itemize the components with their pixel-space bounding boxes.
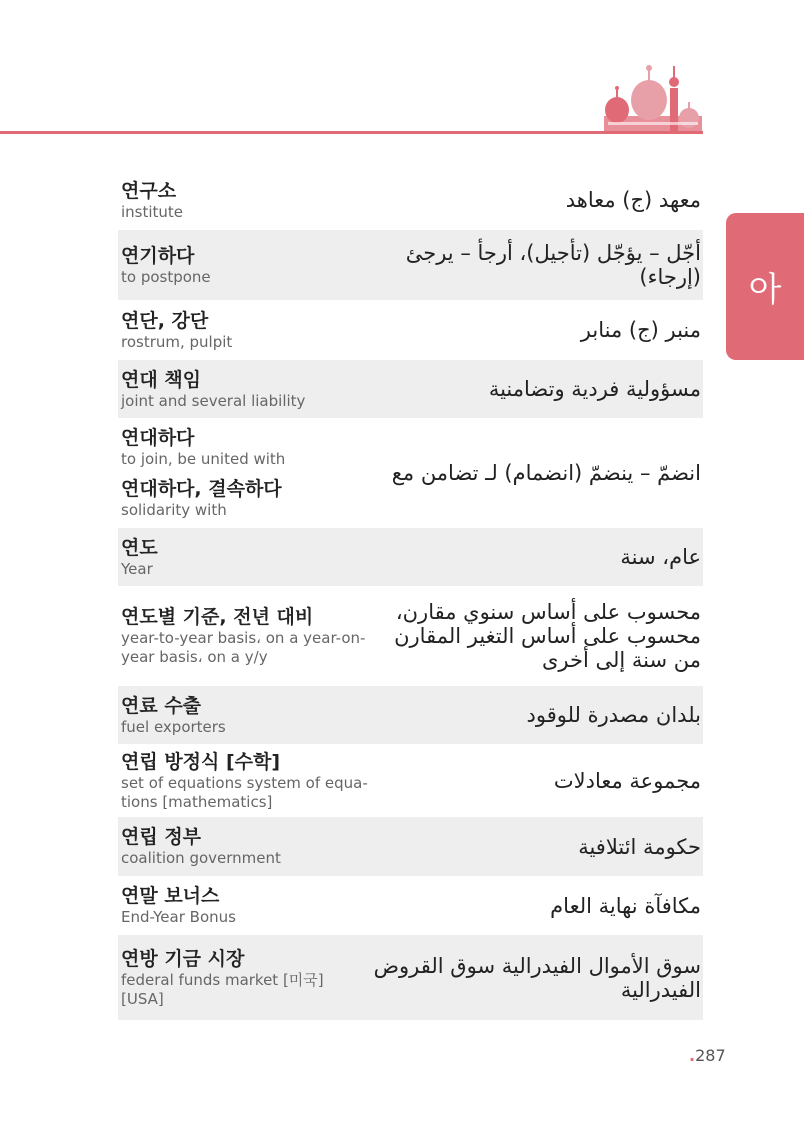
glossary-entry [118, 817, 703, 876]
english-term: End-Year Bonus [121, 908, 236, 926]
english-term: rostrum, pulpit [121, 332, 233, 351]
english-term-alt: solidarity with [121, 501, 227, 519]
glossary-list [118, 170, 703, 1020]
english-term: set of equations system of equa-tions [mathematics] [121, 773, 368, 811]
glossary-entry [118, 360, 703, 418]
glossary-entry [118, 586, 703, 686]
header-rule [0, 131, 703, 134]
glossary-entry [118, 528, 703, 586]
arabic-term: مجموعة معادلات [553, 768, 701, 793]
glossary-entry [118, 744, 703, 817]
korean-term: 연기하다 [121, 244, 195, 267]
english-term: institute [121, 202, 184, 221]
arabic-term: معهد (ج) معاهد [565, 188, 701, 212]
glossary-entry [118, 418, 703, 528]
korean-term: 연립 방정식 [수학] [121, 750, 281, 773]
arabic-term: انضمّ – ينضمّ (انضمام) لـ تضامن مع [391, 461, 701, 485]
page-number [689, 1046, 726, 1065]
korean-term: 연구소 [121, 179, 177, 202]
glossary-entry [118, 170, 703, 230]
arabic-term: أجّل – يؤجّل (تأجيل)، أرجأ – يرجئ (إرجاء) [405, 241, 701, 289]
english-term: joint and several liability [121, 391, 306, 410]
arabic-term: مسؤولية فردية وتضامنية [488, 377, 701, 401]
glossary-entry [118, 876, 703, 935]
arabic-term: منبر (ج) منابر [580, 318, 701, 342]
glossary-entry [118, 230, 703, 300]
index-tab-label: 아 [748, 270, 782, 310]
arabic-term: عام، سنة [620, 545, 701, 569]
korean-term: 연료 수출 [121, 694, 202, 717]
korean-term: 연말 보너스 [121, 885, 220, 907]
arabic-term: محسوب على أساس سنوي مقارن، محسوب على أساس التغير المقارن من سنة إلى أخرى [394, 600, 701, 672]
english-term: Year [121, 559, 153, 578]
arabic-term: حكومة ائتلافية [578, 834, 701, 859]
korean-term: 연립 정부 [121, 826, 202, 848]
korean-term-alt: 연대하다, 결속하다 [121, 478, 282, 500]
korean-term: 연도 [121, 536, 158, 559]
korean-term: 연대 책임 [121, 368, 202, 391]
english-term: coalition government [121, 849, 281, 867]
korean-term: 연대하다 [121, 427, 195, 449]
english-term: to postpone [121, 267, 211, 286]
glossary-entry [118, 935, 703, 1020]
korean-term: 연단, 강단 [121, 309, 209, 332]
korean-term: 연도별 기준, 전년 대비 [121, 606, 314, 628]
page-number-bullet: . [689, 1046, 696, 1065]
english-term: to join, be united with [121, 450, 286, 468]
glossary-entry [118, 300, 703, 360]
glossary-entry [118, 686, 703, 744]
english-term: fuel exporters [121, 717, 226, 736]
korean-term: 연방 기금 시장 [121, 947, 245, 970]
arabic-term: مكافآة نهاية العام [550, 893, 701, 918]
arabic-term: بلدان مصدرة للوقود [526, 703, 701, 727]
english-term: federal funds market [미국] [USA] [121, 970, 324, 1008]
arabic-term: سوق الأموال الفيدرالية سوق القروض الفيدرالية [373, 953, 701, 1002]
mosque-domes-icon [600, 58, 704, 134]
english-term: year-to-year basis، on a year-on-year basis، on a y/y [121, 629, 366, 666]
page-number-value: 287 [695, 1046, 726, 1065]
index-tab[interactable] [726, 213, 804, 360]
